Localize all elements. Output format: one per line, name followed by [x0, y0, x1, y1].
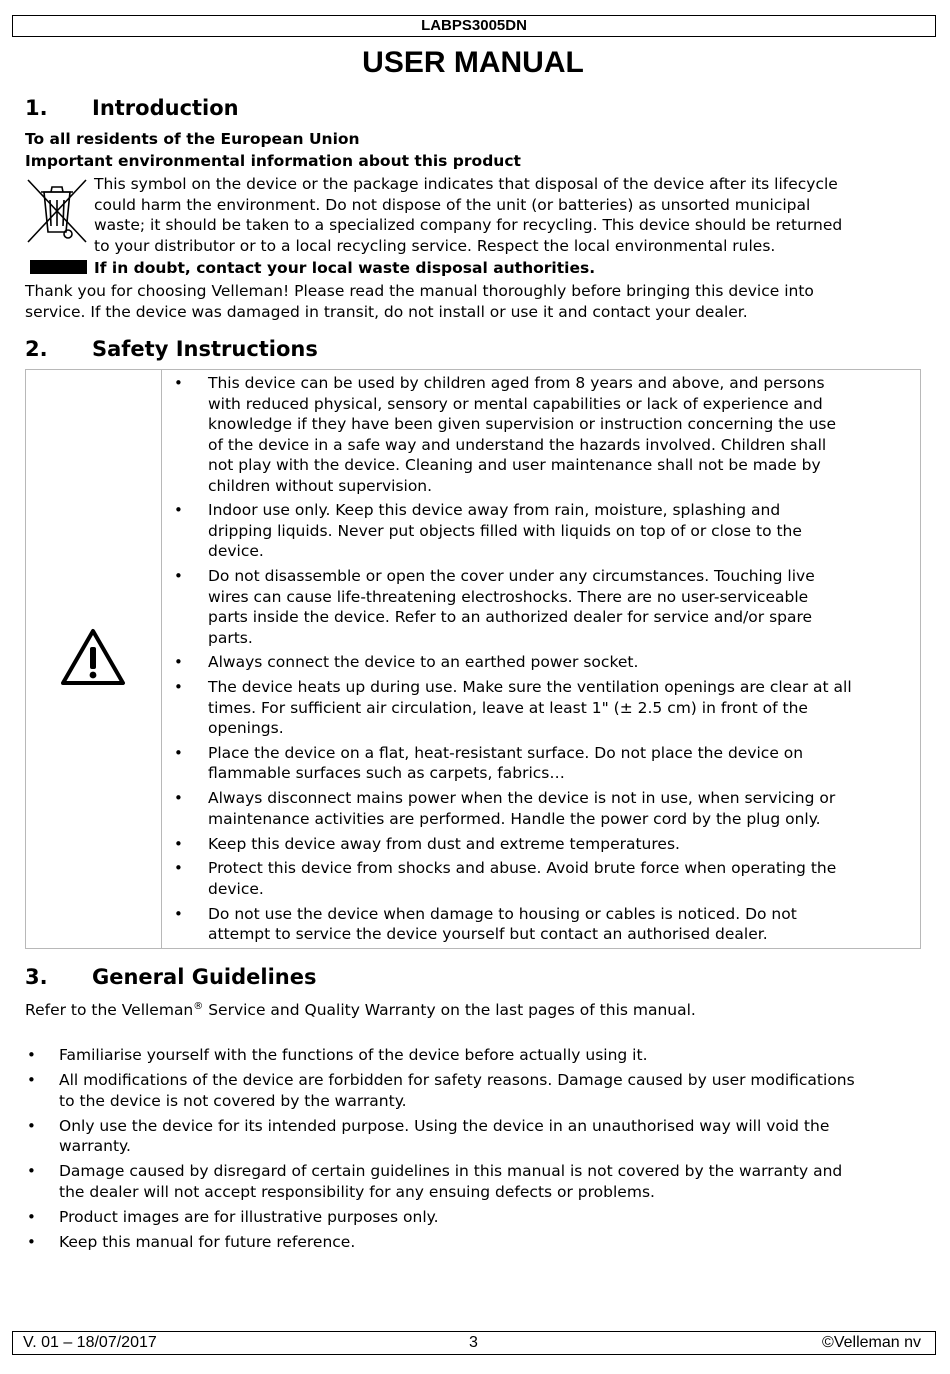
section-number: 2.	[25, 337, 48, 361]
list-item-line: dripping liquids. Never put objects filled with liquids on top of or close to the	[208, 521, 802, 540]
environment-info-line: Important environmental information about this product	[25, 152, 521, 170]
list-item	[25, 1207, 930, 1228]
list-item-line: Place the device on a flat, heat-resistant surface. Do not place the device on	[208, 743, 804, 762]
list-item-line: openings.	[208, 719, 284, 738]
list-item-line: knowledge if they have been given supervision or instruction concerning the use	[208, 415, 837, 433]
warranty-text-start: Refer to the Velleman	[25, 1001, 194, 1020]
list-item	[172, 373, 917, 496]
bullet-icon: •	[174, 904, 183, 923]
list-item	[172, 788, 917, 829]
registered-mark: ®	[193, 1001, 204, 1012]
list-item	[172, 904, 917, 945]
list-item	[172, 834, 917, 855]
list-item	[172, 500, 917, 562]
list-item-line: of the device in a safe way and understand the hazards involved. Children shall	[208, 435, 827, 454]
warranty-reference-line	[25, 997, 696, 1021]
list-item-line: the dealer will not accept responsibility for any ensuing defects or problems.	[59, 1182, 655, 1201]
list-item-line: All modifications of the device are forbidden for safety reasons. Damage caused by user modifications	[59, 1071, 855, 1089]
list-item-line: Familiarise yourself with the functions of the device before actually using it.	[59, 1046, 648, 1064]
bullet-icon: •	[27, 1116, 36, 1135]
text-line: waste; it should be taken to a specialized company for recycling. This device should be returned	[94, 216, 843, 234]
section-title: Introduction	[92, 96, 239, 120]
list-item-line: with reduced physical, sensory or mental capabilities or lack of experience and	[208, 394, 823, 413]
list-item-line: device.	[208, 879, 264, 898]
list-item-line: times. For sufficient air circulation, leave at least 1" (± 2.5 cm) in front of the	[208, 698, 808, 717]
list-item-line: flammable surfaces such as carpets, fabrics…	[208, 764, 565, 783]
crossed-out-wheelie-bin-icon	[24, 176, 90, 246]
bullet-icon: •	[174, 743, 183, 762]
list-item	[25, 1161, 930, 1202]
bullet-icon: •	[27, 1046, 36, 1064]
list-item-line: Keep this manual for future reference.	[59, 1232, 356, 1251]
bullet-icon: •	[174, 501, 183, 520]
list-item	[25, 1232, 930, 1253]
bullet-icon: •	[174, 567, 183, 586]
list-item-line: warranty.	[59, 1137, 131, 1155]
list-item-line: children without supervision.	[208, 476, 433, 495]
section-heading-safety	[25, 336, 318, 362]
version-date: V. 01 – 18/07/2017	[23, 1334, 157, 1351]
section-heading-introduction	[25, 95, 239, 121]
bullet-icon: •	[174, 834, 183, 853]
safety-list	[172, 373, 917, 949]
copyright: ©Velleman nv	[822, 1334, 921, 1351]
list-item-line: Keep this device away from dust and extreme temperatures.	[208, 834, 680, 853]
list-item	[172, 858, 917, 899]
list-item-line: The device heats up during use. Make sure the ventilation openings are clear at all	[208, 678, 852, 697]
list-item-line: parts.	[208, 628, 253, 647]
bullet-icon: •	[174, 789, 183, 808]
black-bar-mark	[30, 260, 87, 274]
list-item-line: maintenance activities are performed. Handle the power cord by the plug only.	[208, 809, 821, 828]
list-item-line: to the device is not covered by the warranty.	[59, 1091, 407, 1110]
list-item	[25, 1116, 930, 1157]
list-item	[25, 1070, 930, 1111]
waste-authorities-line: If in doubt, contact your local waste disposal authorities.	[94, 259, 596, 277]
section-title: General Guidelines	[92, 965, 317, 989]
section-title: Safety Instructions	[92, 337, 318, 361]
list-item-line: Damage caused by disregard of certain guidelines in this manual is not covered by the warranty and	[59, 1162, 843, 1180]
list-item-line: Do not use the device when damage to housing or cables is noticed. Do not	[208, 904, 797, 923]
text-line: to your distributor or to a local recycling service. Respect the local environmental rules.	[94, 236, 776, 255]
list-item-line: Always disconnect mains power when the device is not in use, when servicing or	[208, 789, 836, 808]
bullet-icon: •	[27, 1071, 36, 1089]
guidelines-list	[25, 1045, 930, 1257]
list-item-line: attempt to service the device yourself but contact an authorised dealer.	[208, 925, 768, 944]
section-heading-guidelines	[25, 964, 316, 990]
list-item	[172, 677, 917, 739]
list-item-line: Always connect the device to an earthed power socket.	[208, 653, 639, 672]
list-item	[25, 1045, 930, 1066]
safety-instructions-table	[25, 369, 921, 949]
text-line: service. If the device was damaged in transit, do not install or use it and contact your dealer.	[25, 302, 748, 321]
section-number: 1.	[25, 96, 48, 120]
list-item-line: This device can be used by children aged from 8 years and above, and persons	[208, 374, 825, 392]
text-line: This symbol on the device or the package indicates that disposal of the device after its lifecycle	[94, 175, 838, 193]
bullet-icon: •	[174, 374, 183, 392]
bullet-icon: •	[174, 678, 183, 697]
list-item-line: parts inside the device. Refer to an authorized dealer for service and/or spare	[208, 608, 813, 627]
text-line: could harm the environment. Do not dispose of the unit (or batteries) as unsorted municipal	[94, 195, 811, 214]
list-item-line: Indoor use only. Keep this device away from rain, moisture, splashing and	[208, 501, 781, 520]
bullet-icon: •	[174, 653, 183, 672]
page-number: 3	[469, 1334, 478, 1351]
bullet-icon: •	[27, 1162, 36, 1180]
model-number: LABPS3005DN	[421, 17, 527, 34]
bullet-icon: •	[27, 1207, 36, 1226]
list-item-line: wires can cause life-threatening electroshocks. There are no user-serviceable	[208, 587, 809, 606]
warning-triangle-icon	[60, 627, 126, 687]
document-title: USER MANUAL	[362, 46, 584, 79]
list-item-line: Do not disassemble or open the cover under any circumstances. Touching live	[208, 567, 815, 586]
bullet-icon: •	[27, 1232, 36, 1251]
header-model-box	[12, 15, 936, 37]
text-line: Thank you for choosing Velleman! Please read the manual thoroughly before bringing this device into	[25, 282, 814, 300]
list-item	[172, 566, 917, 648]
list-item	[172, 652, 917, 673]
list-item-line: not play with the device. Cleaning and user maintenance shall not be made by	[208, 456, 821, 474]
footer-box	[12, 1331, 936, 1355]
section-number: 3.	[25, 965, 48, 989]
list-item-line: Product images are for illustrative purposes only.	[59, 1207, 439, 1226]
list-item-line: Protect this device from shocks and abuse. Avoid brute force when operating the	[208, 859, 837, 878]
table-column-divider	[161, 370, 162, 948]
list-item-line: Only use the device for its intended purpose. Using the device in an unauthorised way will void the	[59, 1116, 830, 1135]
list-item	[172, 743, 917, 784]
bullet-icon: •	[174, 859, 183, 878]
list-item-line: device.	[208, 542, 264, 561]
warranty-text-end: Service and Quality Warranty on the last pages of this manual.	[203, 1001, 696, 1020]
eu-residents-line: To all residents of the European Union	[25, 130, 360, 148]
